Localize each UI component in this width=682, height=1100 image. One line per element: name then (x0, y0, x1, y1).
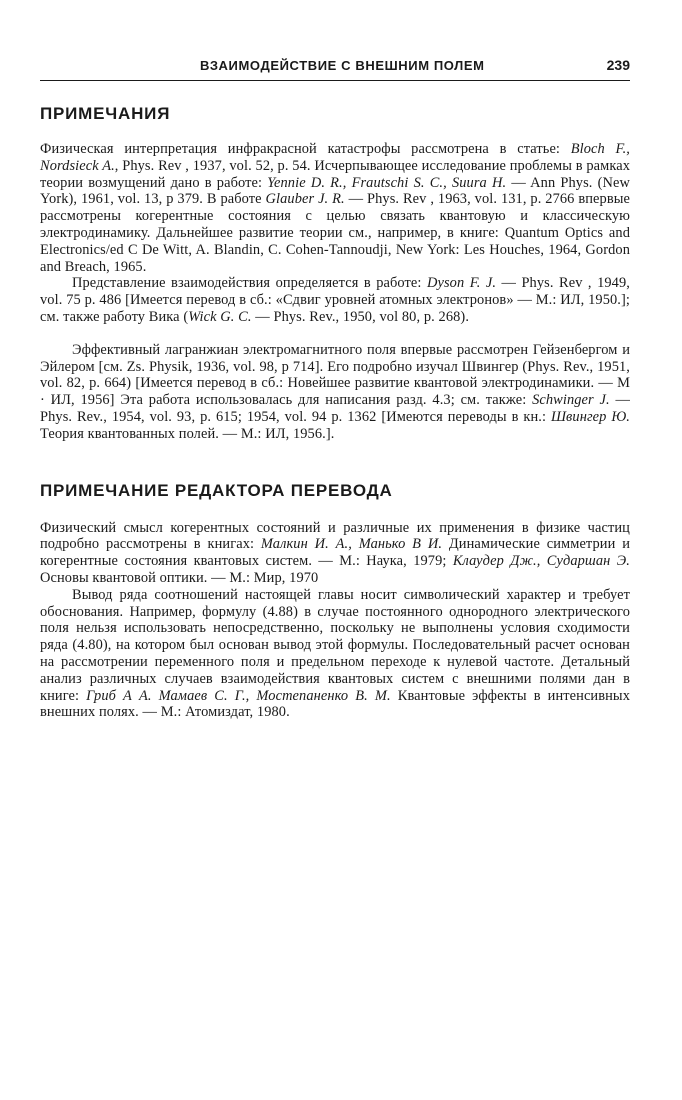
paragraph-text: Основы квантовой оптики. — М.: Мир, 1970 (40, 569, 319, 586)
citation-author: Гриб А А. Мамаев С. Г., Мостепаненко В. М. (86, 687, 391, 704)
paragraph-text: Вывод ряда соотношений настоящей главы носит символический характер и требует обоснования. Например, формулу (4.88) в случае постоянного однородного электрического поля нельзя использовать непосредственно, поскольку не выполнены условия сходимости ряда (4.80), на котором был основан вывод этой формулы. Последовательный расчет основан на рассмотрении переменного поля и предельном переходе к нулевой частоте. Детальный анализ различных случаев взаимодействия квантовых систем с внешними полями дан в книге: (40, 586, 630, 704)
paragraph-text: Квантовые эффекты в интенсивных внешних полях. — М.: Атомиздат, 1980. (40, 687, 630, 721)
citation-author: Bloch F., Nordsieck A. (40, 141, 630, 174)
paragraph-gap (40, 326, 630, 342)
paragraph-text: — Phys. Rev., 1954, vol. 93, p. 615; 1954, vol. 94 p. 1362 [Имеются переводы в кн.: (40, 392, 630, 425)
citation-author: Yennie D. R., Frautschi S. C., Suura H. (267, 174, 507, 191)
paragraph-text: Представление взаимодействия определяется в работе: (72, 275, 427, 292)
notes-body (40, 141, 630, 443)
notes-paragraph-1 (40, 141, 630, 275)
citation-author: Швингер Ю. (550, 408, 630, 425)
running-title: ВЗАИМОДЕЙСТВИЕ С ВНЕШНИМ ПОЛЕМ (200, 58, 485, 73)
paragraph-text: Эффективный лагранжиан электромагнитного поля впервые рассмотрен Гейзенбергом и Эйлером [см. Zs. Physik, 1936, vol. 98, p 714]. Его подробно изучал Швингер (Phys. Rev., 1951, vol. 82, p. 664) [Имеется перевод в сб.: Новейшее развитие квантовой электродинамики. — М · ИЛ, 1956] Эта работа использовалась для написания разд. 4.3; см. также: (40, 341, 630, 409)
paragraph-text: , Phys. Rev , 1937, vol. 52, p. 54. Исчерпывающее исследование проблемы в рамках теории возмущений дано в работе: (40, 157, 630, 191)
paragraph-text: Теория квантованных полей. — М.: ИЛ, 1956.]. (40, 425, 335, 442)
editor-note-paragraph-1 (40, 520, 630, 587)
citation-author: Dyson F. J. (426, 275, 497, 292)
editor-note-body (40, 520, 630, 722)
paragraph-text: — Phys. Rev., 1950, vol 80, p. 268). (251, 308, 470, 325)
paragraph-text: — Phys. Rev , 1949, vol. 75 p. 486 [Имеется перевод в сб.: «Сдвиг уровней атомных электронов» — М.: ИЛ, 1950.]; см. также работу Вика ( (40, 275, 630, 325)
running-header (40, 56, 630, 81)
page-number: 239 (606, 57, 630, 73)
section-heading-notes: ПРИМЕЧАНИЯ (40, 104, 171, 123)
paragraph-text: — Phys. Rev , 1963, vol. 131, p. 2766 впервые рассмотрены когерентные состояния с целью связать квантовую и классическую электродинамику. Дальнейшее развитие теории см., например, в книге: Quantum Optics and Electronics/ed C De Witt, A. Blandin, C. Cohen-Tannoudji, New York: Les Houches, 1964, Gordon and Breach, 1965. (40, 191, 630, 275)
citation-author: Малкин И. А., Манько В И. (260, 536, 443, 553)
paragraph-text: Физический смысл когерентных состояний и различные их применения в физике частиц подробно рассмотрены в книгах: (40, 519, 630, 553)
section-heading-editor-note: ПРИМЕЧАНИЕ РЕДАКТОРА ПЕРЕВОДА (40, 480, 393, 500)
notes-paragraph-2 (40, 275, 630, 325)
editor-note-paragraph-2 (40, 587, 630, 721)
paragraph-text: — Ann Phys. (New York), 1961, vol. 13, p 379. В работе (40, 174, 630, 208)
citation-author: Wick G. C. (188, 308, 252, 325)
citation-author: Клаудер Дж., Сударшан Э. (452, 553, 630, 570)
notes-paragraph-3 (40, 342, 630, 443)
book-page (40, 56, 630, 721)
paragraph-text: Физическая интерпретация инфракрасной катастрофы рассмотрена в статье: (40, 141, 571, 157)
citation-author: Schwinger J. (532, 392, 610, 409)
paragraph-text: Динамические симметрии и когерентные состояния квантовых систем. — М.: Наука, 1979; (40, 536, 630, 570)
citation-author: Glauber J. R. (265, 191, 345, 208)
